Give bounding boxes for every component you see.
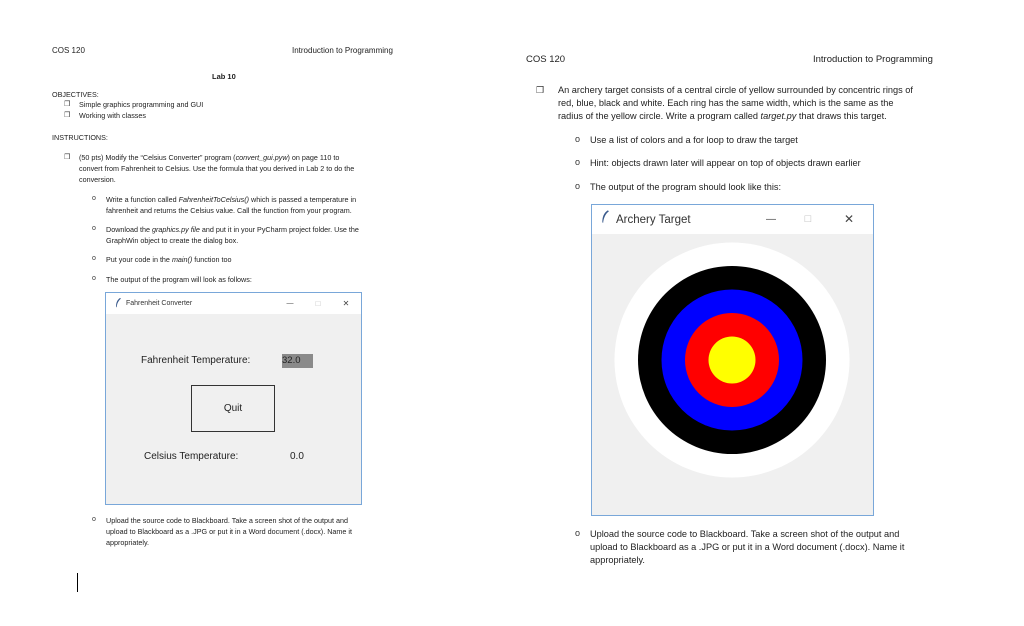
- objective-item: Simple graphics programming and GUI: [79, 100, 204, 109]
- task-line-2: convert from Fahrenheit to Celsius. Use the formula that you derived in Lab 2 to do the: [79, 164, 355, 173]
- objectives-heading: OBJECTIVES:: [52, 90, 99, 99]
- sub-item-4-line-1: The output of the program will look as follows:: [106, 275, 252, 284]
- window-title: Fahrenheit Converter: [126, 300, 193, 307]
- sub-item-2: Hint: objects drawn later will appear on top of objects drawn earlier: [590, 158, 861, 168]
- intro-line-3: radius of the yellow circle. Write a program called target.py that draws this target.: [558, 111, 887, 121]
- circle-bullet-icon: o: [92, 225, 96, 232]
- circle-bullet-icon: o: [575, 134, 581, 144]
- fahrenheit-input[interactable]: 32.0: [282, 354, 313, 368]
- feather-icon: [601, 210, 609, 229]
- fahrenheit-label: Fahrenheit Temperature:: [141, 355, 251, 366]
- feather-icon: [115, 295, 121, 313]
- header-course: COS 120: [52, 46, 85, 55]
- task-line-1: (50 pts) Modify the “Celsius Converter” program (convert_gui.pyw) on page 110 to: [79, 153, 340, 162]
- circle-bullet-icon: o: [575, 157, 581, 167]
- close-button[interactable]: ✕: [843, 212, 855, 226]
- circle-bullet-icon: o: [92, 516, 96, 523]
- square-bullet-icon: ❒: [64, 154, 71, 161]
- objective-item: Working with classes: [79, 111, 146, 120]
- square-bullet-icon: ❒: [536, 85, 545, 95]
- right-page: [512, 0, 1024, 626]
- upload-line-1: Upload the source code to Blackboard. Take a screen shot of the output and: [590, 529, 900, 539]
- circle-bullet-icon: o: [575, 181, 581, 191]
- window-titlebar: [106, 293, 361, 314]
- fahrenheit-converter-window: [105, 292, 362, 505]
- celsius-value: 0.0: [290, 451, 304, 462]
- circle-bullet-icon: o: [92, 275, 96, 282]
- circle-bullet-icon: o: [92, 195, 96, 202]
- window-title: Archery Target: [616, 213, 691, 226]
- maximize-button[interactable]: □: [804, 213, 812, 225]
- intro-line-2: red, blue, black and white. Each ring has the same width, which is the same as the: [558, 98, 894, 108]
- yellow-center: [709, 337, 756, 384]
- text-cursor: [77, 573, 78, 592]
- sub-item-2-line-1: Download the graphics.py file and put it in your PyCharm project folder. Use the: [106, 225, 359, 234]
- header-subject: Introduction to Programming: [813, 54, 933, 65]
- sub-item-3-line-1: Put your code in the main() function too: [106, 255, 232, 264]
- square-bullet-icon: ❒: [64, 101, 71, 108]
- upload-line-2: upload to Blackboard as a .JPG or put it in a Word document (.docx). Name it: [590, 542, 905, 552]
- circle-bullet-icon: o: [575, 528, 581, 538]
- upload-line-3: appropriately.: [590, 555, 645, 565]
- maximize-button[interactable]: □: [315, 299, 321, 308]
- lab-title: Lab 10: [212, 72, 236, 81]
- sub-item-1: Use a list of colors and a for loop to draw the target: [590, 135, 798, 145]
- sub-item-2-line-2: GraphWin object to create the dialog box.: [106, 236, 239, 245]
- close-button[interactable]: ✕: [342, 299, 350, 308]
- circle-bullet-icon: o: [92, 255, 96, 262]
- header-subject: Introduction to Programming: [292, 46, 393, 55]
- upload-line-2: upload to Blackboard as a .JPG or put it in a Word document (.docx). Name it: [106, 527, 352, 536]
- minimize-button[interactable]: —: [286, 300, 294, 307]
- quit-button[interactable]: Quit: [191, 385, 275, 432]
- sub-item-1-line-1: Write a function called FahrenheitToCelsius() which is passed a temperature in: [106, 195, 357, 204]
- instructions-heading: INSTRUCTIONS:: [52, 133, 108, 142]
- window-titlebar: [592, 205, 873, 234]
- archery-target: [592, 234, 873, 515]
- sub-item-3: The output of the program should look like this:: [590, 182, 782, 192]
- task-line-3: conversion.: [79, 175, 116, 184]
- sub-item-1-line-2: fahrenheit and returns the Celsius value. Call the function from your program.: [106, 206, 352, 215]
- header-course: COS 120: [526, 54, 566, 65]
- upload-line-1: Upload the source code to Blackboard. Take a screen shot of the output and: [106, 516, 349, 525]
- upload-line-3: appropriately.: [106, 538, 150, 547]
- archery-target-window: [591, 204, 874, 516]
- intro-line-1: An archery target consists of a central circle of yellow surrounded by concentric rings of: [558, 85, 913, 95]
- celsius-label: Celsius Temperature:: [144, 451, 239, 462]
- minimize-button[interactable]: —: [766, 214, 776, 225]
- square-bullet-icon: ❒: [64, 112, 71, 119]
